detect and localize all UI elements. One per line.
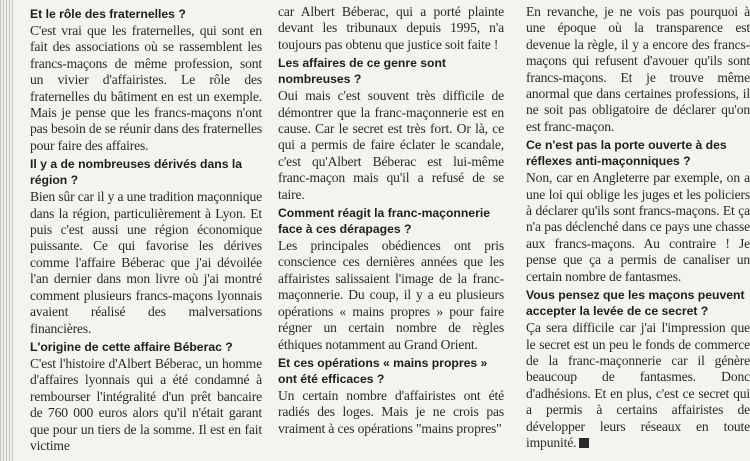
question-porte-ouverte: Ce n'est pas la porte ouverte à des réflexes anti-maçonniques ? [526,138,727,169]
answer-porte-ouverte: Non, car en Angleterre par exemple, on a une loi qui oblige les juges et les policiers à déclarer qu'ils sont francs-maçons. Et ça n'a pas déclenché dans ce pays une chasse aux francs-maçons. Au contraire ! Je pense que ça a permis de canaliser un certain nombre de fantasmes. [526,170,750,284]
question-mains-propres: Et ces opérations « mains propres » ont été efficaces ? [278,355,488,386]
question-fraternelles: Et le rôle des fraternelles ? [30,7,186,21]
answer-fraternelles: C'est vrai que les fraternelles, qui sont en fait des associations où se rassemblent les francs-maçons de même profession, sont un vivier d'affairistes. Le rôle des fraternelles du bâtiment en est un exemple. Mais je pense que les francs-maçons n'ont pas besoin de se réunir dans des fraternelles pour faire des affaires. [30,23,262,153]
answer-affaires-nombreuses: Oui mais c'est souvent très difficile de démontrer que la franc-maçonnerie est en cause. Car le secret est très fort. Or là, ce qui a permis de faire éclater le scandale, c'est qu'Albert Béberac est lui-même franc-maçon mais qu'il a refusé de se taire. [278,88,504,202]
column-3 [526,4,750,461]
answer-origine-affaire: C'est l'histoire d'Albert Béberac, un homme d'affaires lyonnais qui a été condamné à rembourser l'intégralité d'un prêt bancaire de 760 000 euros alors qu'il n'était garant que pour un tiers de la somme. Il est en fait victime [30,355,262,453]
column-2 [278,4,504,461]
answer-origine-continued: car Albert Béberac, qui a porté plainte devant les tribunaux depuis 1995, n'a toujours pas obtenu que justice soit faite ! [278,4,504,52]
end-of-article-mark [579,438,589,448]
answer-reaction-franc-maconnerie: Les principales obédiences ont pris conscience ces dernières années que les affairistes salissaient l'image de la franc-maçonnerie. Du coup, il y a eu plusieurs opérations « mains propres » pour faire régner un certain nombre de règles éthiques notamment au Grand Orient. [278,238,504,352]
answer-derives-region: Bien sûr car il y a une tradition maçonnique dans la région, particulièrement à Lyon. Et puis c'est aussi une région économique puissante. Ce qui favorise les dérives comme l'affaire Béberac que j'ai dévoilée l'an dernier dans mon livre où j'ai montré comment plusieurs francs-maçons lyonnais avaient réalisé des malversations financières. [30,189,262,336]
question-levee-secret: Vous pensez que les maçons peuvent accepter la levée de ce secret ? [526,288,745,319]
scan-edge-stripe [0,0,14,461]
answer-levee-secret [526,320,750,451]
answer-mains-propres: Un certain nombre d'affairistes ont été radiés des loges. Mais je ne crois pas vraiment à ces opérations "mains propres" [278,387,504,436]
question-derives-region: Il y a de nombreuses dérivés dans la région ? [30,157,243,188]
answer-levee-secret-text: Ça sera difficile car j'ai l'impression que le secret est un peu le fonds de commerce de la franc-maçonnerie car il génère beaucoup de fantasmes. Donc d'adhésions. Et en plus, c'est ce secret qui a permis à certains affairistes de développer leurs réseaux en toute impunité. [526,320,750,450]
question-affaires-nombreuses: Les affaires de ce genre sont nombreuses ? [278,56,446,87]
answer-mains-propres-continued: En revanche, je ne vois pas pourquoi à une époque où la transparence est devenue la règle, il y a encore des francs-maçons qui refusent d'avouer qu'ils sont francs-maçons. Et je trouve même anormal que dans certaines professions, il ne soit pas obligatoire de déclarer qu'on est franc-maçon. [526,4,750,134]
column-1 [30,4,262,461]
question-origine-affaire: L'origine de cette affaire Béberac ? [30,339,233,354]
question-reaction-franc-maconnerie: Comment réagit la franc-maçonnerie face à ces dérapages ? [278,206,490,237]
